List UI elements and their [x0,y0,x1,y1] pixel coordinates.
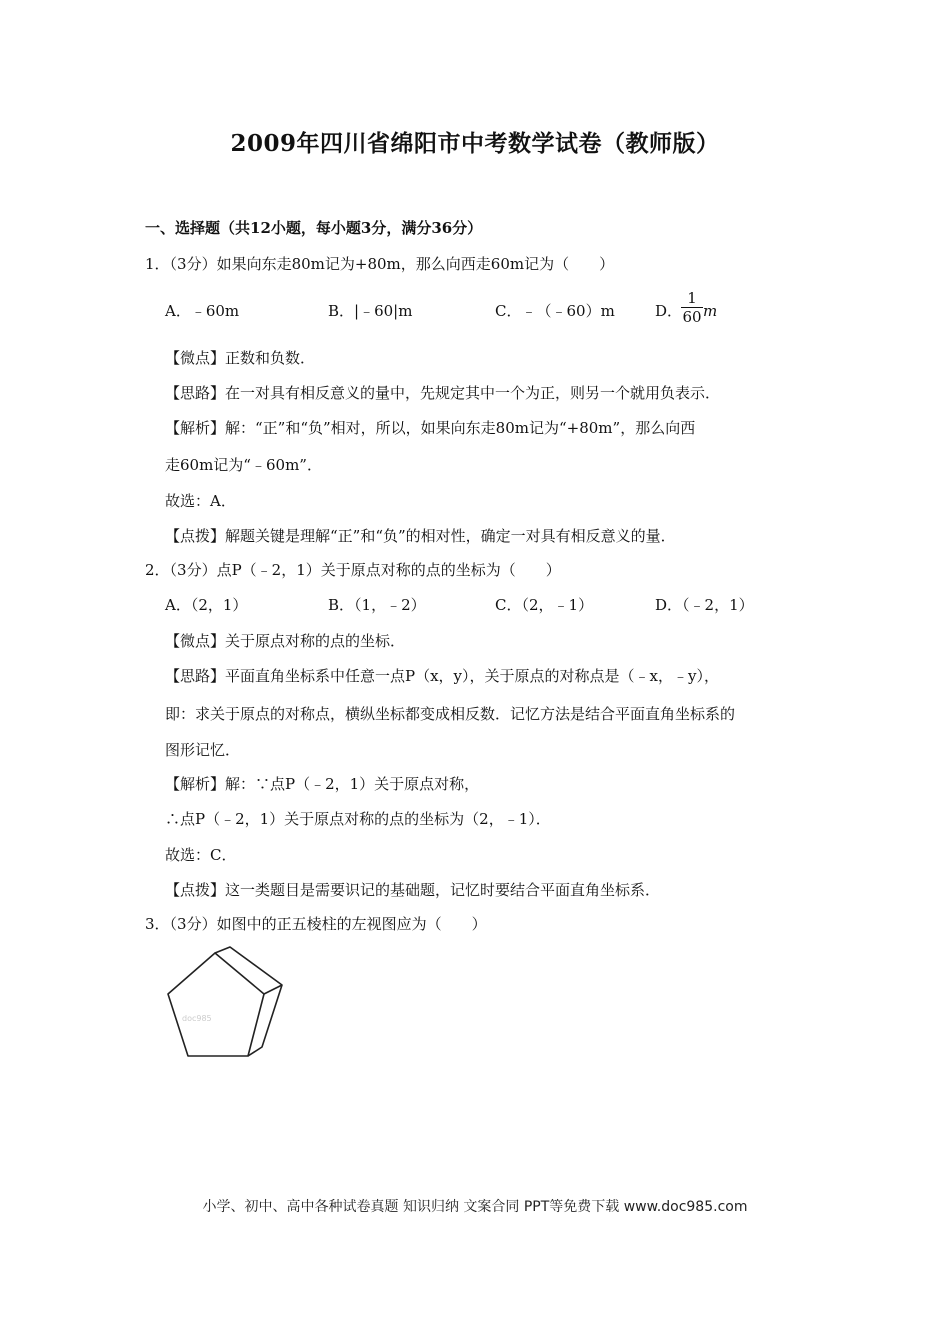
q2-option-b: B．（1，﹣2） [328,596,426,614]
q2-silu-line1: 【思路】平面直角坐标系中任意一点P（x，y），关于原点的对称点是（﹣x，﹣y）， [165,667,719,685]
fraction-numerator: 1 [687,289,697,307]
q2-answer: 故选：C． [165,846,237,864]
q2-silu-line3: 图形记忆． [165,741,241,759]
pentagonal-prism-figure [160,945,290,1060]
prism-front-face [168,953,264,1056]
q1-jiexi-line1: 【解析】解：“正”和“负”相对，所以，如果向东走80m记为“+80m”，那么向西 [165,419,696,437]
q1-silu: 【思路】在一对具有相反意义的量中，先规定其中一个为正，则另一个就用负表示． [165,384,721,402]
q2-dianbo: 【点拨】这一类题目是需要识记的基础题，记忆时要结合平面直角坐标系． [165,881,661,899]
q1-answer: 故选：A． [165,492,236,510]
q1-option-a: A．﹣60m [165,302,240,320]
watermark: doc985 [182,1014,212,1023]
q2-jiexi-line1: 【解析】解：∵点P（﹣2，1）关于原点对称， [165,775,480,793]
q2-stem: 2．（3分）点P（﹣2，1）关于原点对称的点的坐标为（ ） [145,561,561,579]
q1-option-d-unit: m [703,302,718,320]
q2-silu-line2: 即：求关于原点的对称点，横纵坐标都变成相反数．记忆方法是结合平面直角坐标系的 [165,705,736,723]
q2-option-c: C．（2，﹣1） [495,596,594,614]
q2-weidian: 【微点】关于原点对称的点的坐标． [165,632,406,650]
q1-option-d: D． [655,302,683,320]
q1-option-c: C．﹣（﹣60）m [495,302,615,320]
q1-stem: 1．（3分）如果向东走80m记为+80m，那么向西走60m记为（ ） [145,255,615,273]
q3-stem: 3．（3分）如图中的正五棱柱的左视图应为（ ） [145,915,487,933]
q2-jiexi-line2: ∴点P（﹣2，1）关于原点对称的点的坐标为（2，﹣1）． [165,810,551,828]
page-footer: 小学、初中、高中各种试卷真题 知识归纳 文案合同 PPT等免费下载 www.doc985.com [202,1199,748,1215]
q1-weidian: 【微点】正数和负数． [165,349,316,367]
fraction-denominator: 60 [682,308,702,326]
q2-option-a: A．（2，1） [165,596,248,614]
q1-dianbo: 【点拨】解题关键是理解“正”和“负”的相对性，确定一对具有相反意义的量． [165,527,676,545]
page-title: 2009年四川省绵阳市中考数学试卷（教师版） [230,130,720,157]
q2-option-d: D．（﹣2，1） [655,596,754,614]
q1-option-b: B．|﹣60|m [328,302,413,320]
prism-side-face [215,947,282,1056]
section-heading: 一、选择题（共12小题，每小题3分，满分36分） [145,219,483,237]
q1-jiexi-line2: 走60m记为“﹣60m”． [165,456,322,474]
q1-option-d-fraction [681,289,703,326]
